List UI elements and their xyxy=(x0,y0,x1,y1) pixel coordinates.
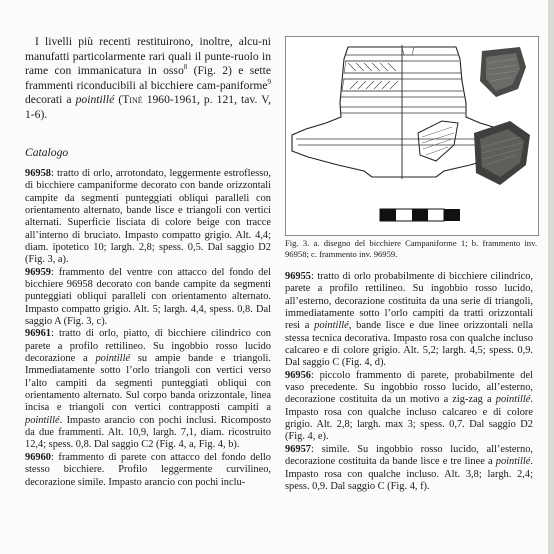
catalog-entry xyxy=(25,168,271,267)
footnote-ref-9[interactable]: 9 xyxy=(267,77,271,86)
entry-text: , bande lisce e due linee orizzontali nella stessa tecnica decorativa. Impasto rosa con qualche incluso calcareo e di colore grigio. Alt. 5,2; largh. 4,5; spess. 0,9. Dal saggio C (Fig. 4, d). xyxy=(285,320,533,369)
intro-paragraph xyxy=(25,35,271,123)
inventory-number: 96958 xyxy=(25,167,51,179)
entry-text: : piccolo frammento di parete, probabilmente del vaso precedente. Su ingobbio rosso lucido, all’esterno, decorazione costituita da un motivo a zig-zag a xyxy=(285,369,533,406)
beaker-drawing xyxy=(286,37,538,235)
catalog-entry xyxy=(25,267,271,329)
citation-author: Tinè xyxy=(122,93,143,107)
entry-emphasis: pointillé xyxy=(314,320,349,332)
entry-text: : tratto di orlo, arrotondato, leggermente estroflesso, di bicchiere campaniforme decorato con bande orizzontali campite da segmenti punteggiati obliqui paralleli con orientamento alternato, bande lisce e triangoli con vertici alternati. Superficie lisciata di colore beige con tracce all’interno di bruciato. Impasto compatto grigio. Alt. 4,4; diam. ipotetico 10; largh. 2,8; spess. 0,5. Dal saggio D2 (Fig. 3, a). xyxy=(25,167,271,266)
section-heading: Catalogo xyxy=(25,145,69,159)
fragment-photo-c xyxy=(474,121,530,185)
hatched-triangles xyxy=(342,47,414,91)
page-edge xyxy=(548,0,554,554)
entry-text: : tratto di orlo, piatto, di bicchiere cilindrico con parete a profilo rettilineo. Su ingobbio rosso lucido decorazione a xyxy=(25,328,271,365)
figure-3 xyxy=(285,36,539,236)
intro-text-a: I livelli più recenti restituirono, inoltre, alcu-ni manufatti particolarmente rari quali il punte-ruolo in rame con immanicatura in osso xyxy=(25,35,271,78)
entry-text: : frammento del ventre con attacco del fondo del bicchiere 96958 decorato con bande campite da segmenti punteggiati obliqui paralleli con orientamento alternato. Impasto compatto grigio. Alt. 5; largh. 4,4, spess. 0,8. Dal saggio A (Fig. 3, c). xyxy=(25,266,271,328)
entry-emphasis: pointillé xyxy=(495,394,531,406)
left-column xyxy=(25,35,271,489)
catalog-entry xyxy=(285,271,533,370)
intro-emphasis: pointillé xyxy=(75,93,115,107)
entry-text: . Impasto rosa con qualche incluso. Alt. 3,8; largh. 2,4; spess. 0,9. Dal saggio C (Fig. 4, f). xyxy=(285,456,533,492)
scale-bar xyxy=(380,209,460,221)
inventory-number: 96957 xyxy=(285,443,311,455)
catalog-entry xyxy=(285,370,533,444)
footnote-ref-8[interactable]: 8 xyxy=(183,63,188,72)
sherd-b-outline xyxy=(418,121,458,161)
entry-text: : tratto di orlo probabilmente di bicchiere cilindrico, parete a profilo rettilineo. Su ingobbio rosso lucido, all’esterno, decorazione costituita da una serie di triangoli, immediatamente sotto l’orlo campiti da tratti orizzontali resi a xyxy=(285,271,533,332)
fragment-photo-b xyxy=(480,47,526,97)
entry-emphasis: pointillé xyxy=(95,353,131,365)
catalog-entry xyxy=(25,328,271,451)
entry-text: : frammento di parete con attacco del fondo dello stesso bicchiere. Profilo leggermente curvilineo, decorazione simile. Impasto arancio con pochi inclu- xyxy=(25,451,271,488)
right-column xyxy=(285,271,533,493)
inventory-number: 96956 xyxy=(285,369,311,381)
entry-text: . Impasto rosa con qualche incluso calcareo e di colore grigio. Alt. 2,8; largh. max 3; spess. 0,7. Dal saggio D2 (Fig. 4, e). xyxy=(285,394,533,443)
intro-text-d: ( xyxy=(114,93,123,107)
catalog-entry xyxy=(25,452,271,489)
intro-text-c: decorati a xyxy=(25,93,76,107)
intro-text xyxy=(25,35,271,123)
entry-text: su ampie bande e triangoli. Immediatamente sotto l’orlo triangoli con vertici verso l’alto campiti da segmenti punteggiati obliqui con orientamento alternato. Sul corpo banda orizzontale, linea incisa e triangoli con vertici contrapposti campiti a xyxy=(25,353,272,414)
inventory-number: 96959 xyxy=(25,266,51,278)
inventory-number: 96960 xyxy=(25,451,51,463)
intro-text-e: 1960-1961, p. 121, tav. V, 1-6). xyxy=(25,93,271,121)
entry-text: . Impasto arancio con pochi inclusi. Ricomposto da due frammenti. Alt. 10,9, largh. 7,1, diam. ricostruito 12,4; spess. 0,8. Dal saggio C2 (Fig. 4, a, Fig. 4, b). xyxy=(25,414,271,451)
inventory-number: 96961 xyxy=(25,328,51,340)
inventory-number: 96955 xyxy=(285,271,311,282)
entry-text: : simile. Su ingobbio rosso lucido, all’esterno, decorazione costituita da bande lisce e tre linee a xyxy=(285,443,533,468)
entry-emphasis: pointillé xyxy=(495,456,531,468)
intro-text-b: (Fig. 2) e sette frammenti riconducibili al bicchiere cam-paniforme xyxy=(25,64,271,92)
entry-emphasis: pointillé xyxy=(25,414,60,426)
catalog-entry xyxy=(285,444,533,493)
figure-caption: Fig. 3. a. disegno del bicchiere Campaniforme 1; b. frammento inv. 96958; c. frammento inv. 96959. xyxy=(285,238,537,259)
